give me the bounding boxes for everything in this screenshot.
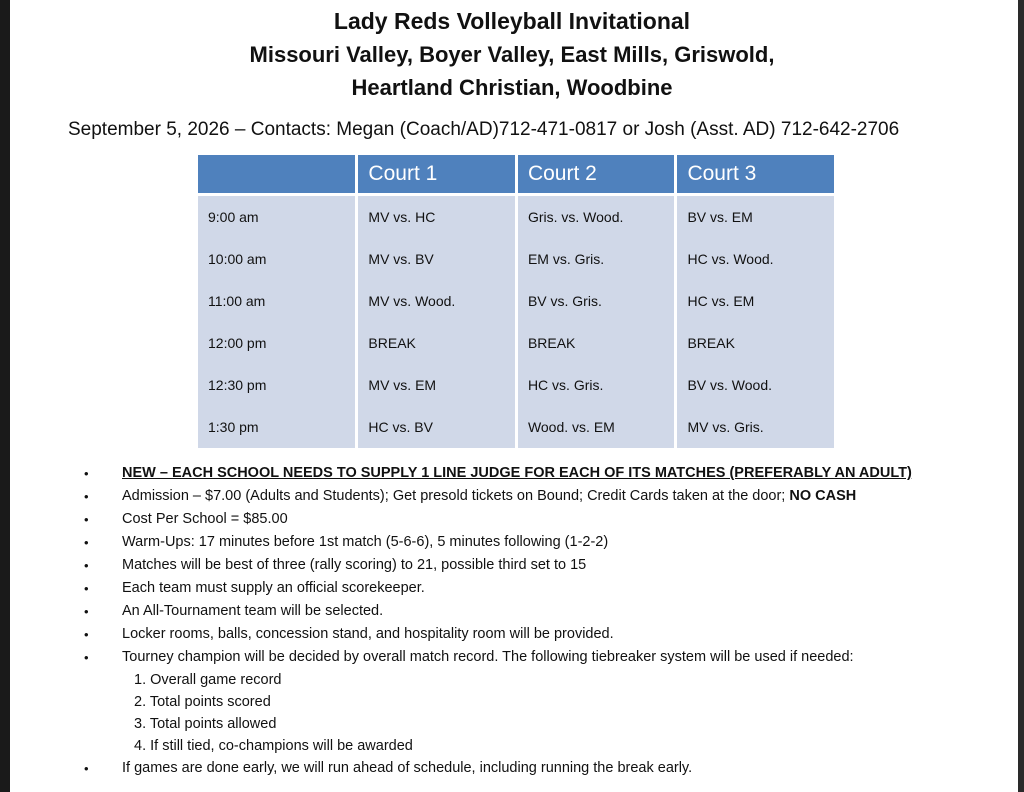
tiebreaker-item: 3. Total points allowed — [134, 716, 277, 732]
tiebreaker-item: 4. If still tied, co-champions will be awarded — [134, 738, 413, 754]
court-3-cell: HC vs. Wood. — [677, 238, 834, 280]
court-1-cell: MV vs. HC — [358, 196, 518, 238]
page-edge-right — [1018, 0, 1024, 792]
schedule-table — [198, 155, 834, 448]
locker-note: Locker rooms, balls, concession stand, and hospitality room will be provided. — [122, 626, 614, 642]
schools-line-1: Missouri Valley, Boyer Valley, East Mills, Griswold, — [249, 42, 775, 67]
header-time — [198, 155, 358, 196]
list-item — [78, 531, 998, 554]
tiebreaker-list — [78, 669, 998, 757]
list-item — [78, 600, 998, 623]
time-cell: 11:00 am — [198, 280, 358, 322]
court-2-cell: BREAK — [518, 322, 678, 364]
list-item — [78, 646, 998, 669]
table-row — [198, 238, 834, 280]
bullet-icon: • — [84, 535, 89, 550]
table-row — [198, 364, 834, 406]
warmups-note: Warm-Ups: 17 minutes before 1st match (5-6-6), 5 minutes following (1-2-2) — [122, 534, 609, 550]
court-3-cell: MV vs. Gris. — [677, 406, 834, 448]
bullet-icon: • — [84, 558, 89, 573]
schedule-header-row — [198, 155, 834, 196]
early-note: If games are done early, we will run ahead of schedule, including running the break early. — [122, 760, 693, 776]
bullet-icon: • — [84, 604, 89, 619]
table-row — [198, 322, 834, 364]
admission-note: Admission – $7.00 (Adults and Students); Get presold tickets on Bound; Credit Cards taken at the door; — [122, 488, 790, 504]
header-court-3: Court 3 — [677, 155, 834, 196]
bullet-icon: • — [84, 650, 89, 665]
court-3-cell: BV vs. EM — [677, 196, 834, 238]
list-item — [78, 623, 998, 646]
court-2-cell: EM vs. Gris. — [518, 238, 678, 280]
line-judge-note: NEW – EACH SCHOOL NEEDS TO SUPPLY 1 LINE JUDGE FOR EACH OF ITS MATCHES (PREFERABLY AN ADULT) — [122, 465, 912, 481]
cost-note: Cost Per School = $85.00 — [122, 511, 288, 527]
scorekeeper-note: Each team must supply an official scorekeeper. — [122, 580, 425, 596]
time-cell: 1:30 pm — [198, 406, 358, 448]
bullet-icon: • — [84, 489, 89, 504]
time-cell: 10:00 am — [198, 238, 358, 280]
tiebreaker-item: 1. Overall game record — [134, 672, 282, 688]
tiebreaker-item: 2. Total points scored — [134, 694, 271, 710]
document-header — [0, 4, 1024, 104]
list-item — [78, 577, 998, 600]
table-row — [198, 196, 834, 238]
court-3-cell: BREAK — [677, 322, 834, 364]
court-1-cell: MV vs. EM — [358, 364, 518, 406]
court-3-cell: BV vs. Wood. — [677, 364, 834, 406]
list-item — [78, 757, 998, 780]
court-2-cell: Wood. vs. EM — [518, 406, 678, 448]
schools-line-2: Heartland Christian, Woodbine — [351, 75, 673, 100]
court-1-cell: MV vs. BV — [358, 238, 518, 280]
champion-note: Tourney champion will be decided by overall match record. The following tiebreaker system will be used if needed: — [122, 649, 854, 665]
bullet-icon: • — [84, 512, 89, 527]
table-row — [198, 280, 834, 322]
bullet-icon: • — [84, 581, 89, 596]
list-item — [78, 485, 998, 508]
list-item — [78, 554, 998, 577]
no-cash-note: NO CASH — [789, 488, 857, 504]
date-contacts-line: September 5, 2026 – Contacts: Megan (Coach/AD)712-471-0817 or Josh (Asst. AD) 712-642-2706 — [68, 119, 900, 140]
bullet-icon: • — [84, 627, 89, 642]
header-court-1: Court 1 — [358, 155, 518, 196]
time-cell: 9:00 am — [198, 196, 358, 238]
court-1-cell: MV vs. Wood. — [358, 280, 518, 322]
matches-note: Matches will be best of three (rally scoring) to 21, possible third set to 15 — [122, 557, 587, 573]
page-title: Lady Reds Volleyball Invitational — [333, 8, 691, 34]
court-1-cell: HC vs. BV — [358, 406, 518, 448]
bullet-icon: • — [84, 466, 89, 481]
court-2-cell: BV vs. Gris. — [518, 280, 678, 322]
time-cell: 12:30 pm — [198, 364, 358, 406]
court-2-cell: Gris. vs. Wood. — [518, 196, 678, 238]
table-row — [198, 406, 834, 448]
list-item — [78, 508, 998, 531]
rules-list — [78, 462, 998, 780]
list-item — [78, 462, 998, 485]
time-cell: 12:00 pm — [198, 322, 358, 364]
court-1-cell: BREAK — [358, 322, 518, 364]
all-tournament-note: An All-Tournament team will be selected. — [122, 603, 384, 619]
bullet-icon: • — [84, 761, 89, 776]
page-edge-left — [0, 0, 10, 792]
tiebreaker-container — [78, 669, 998, 757]
court-3-cell: HC vs. EM — [677, 280, 834, 322]
court-2-cell: HC vs. Gris. — [518, 364, 678, 406]
header-court-2: Court 2 — [518, 155, 678, 196]
